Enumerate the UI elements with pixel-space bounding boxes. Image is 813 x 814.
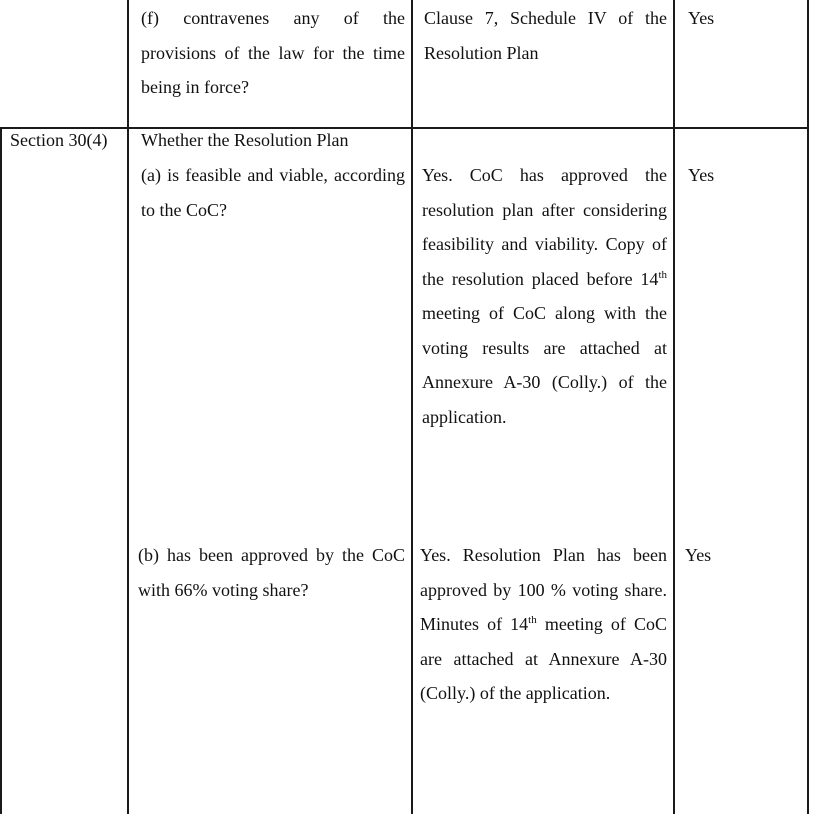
answer-b-superscript: th [528, 614, 537, 626]
status-cell-b: Yes [685, 545, 712, 565]
question-cell-a: (a) is feasible and viable, according to the CoC? [141, 165, 405, 220]
table-divider-section-question [127, 0, 129, 814]
table-border-left-section [0, 128, 2, 814]
answer-a-superscript: th [658, 268, 667, 281]
table-border-right [807, 0, 809, 814]
reference-cell-f: Clause 7, Schedule IV of the Resolution Plan [424, 8, 667, 63]
answer-b-text-2: meeting of CoC are attached at Annexure A-30 (Colly.) of the application. [420, 614, 667, 703]
answer-a-text-1: Yes. CoC has approved the resolution plan after considering feasibility and viability. Copy of the resolution placed before 14 [422, 165, 667, 289]
section-label: Section 30(4) [10, 130, 108, 150]
answer-cell-a [422, 158, 667, 434]
status-cell-a: Yes [688, 165, 715, 185]
section-heading: Whether the Resolution Plan [141, 130, 349, 150]
answer-a-text-2: meeting of CoC along with the voting results are attached at Annexure A-30 (Colly.) of the application. [422, 303, 667, 427]
table-divider-question-answer [411, 0, 413, 814]
question-cell-b: (b) has been approved by the CoC with 66% voting share? [138, 545, 405, 600]
status-cell-f: Yes [688, 8, 715, 28]
question-cell-f: (f) contravenes any of the provisions of the law for the time being in force? [141, 8, 405, 97]
table-divider-answer-status [673, 0, 675, 814]
answer-cell-b [420, 538, 667, 711]
answer-b-text-1: Yes. Resolution Plan has been approved by 100 % voting share. Minutes of 14 [420, 545, 667, 634]
